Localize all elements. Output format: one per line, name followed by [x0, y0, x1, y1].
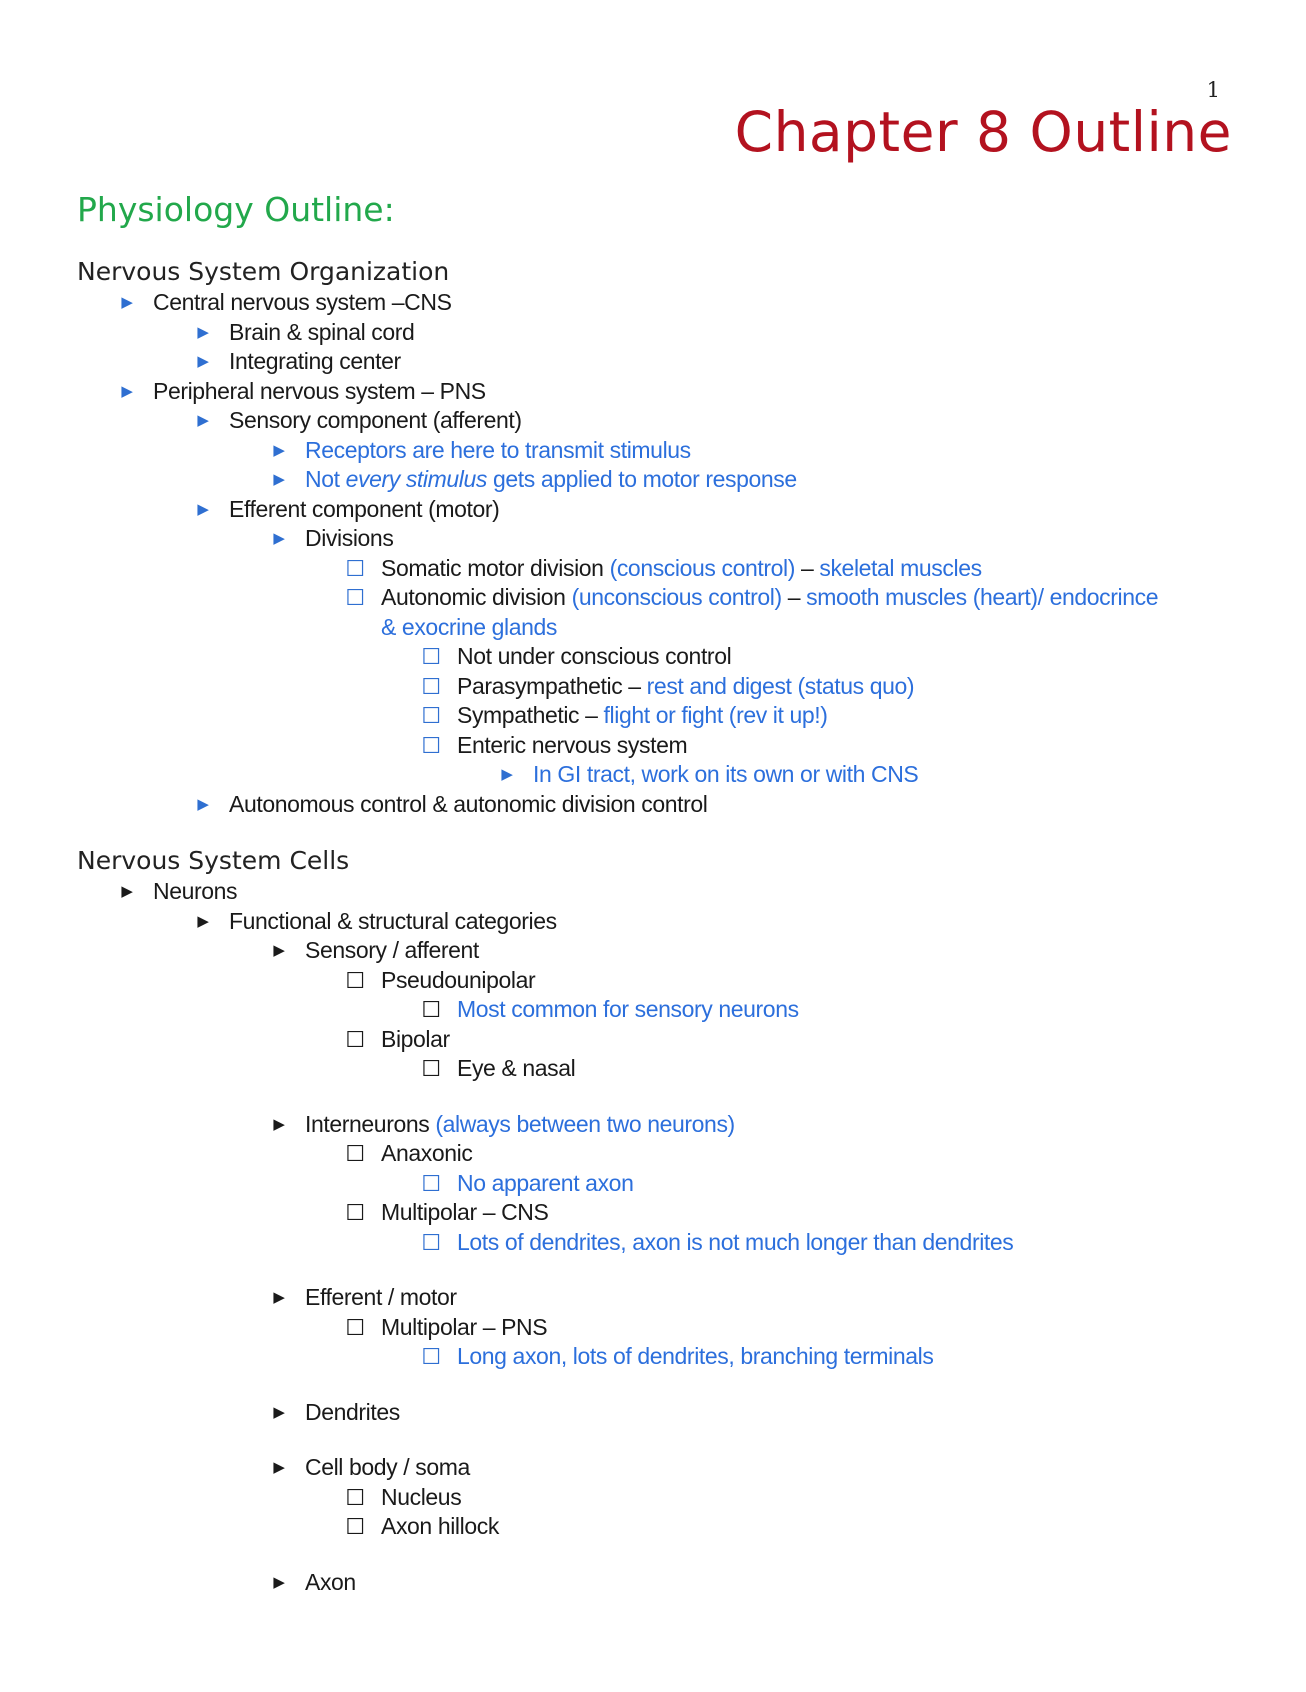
- outline-item-brain: ▶ Brain & spinal cord: [229, 318, 1246, 348]
- triangle-bullet-icon: ▶: [273, 1573, 285, 1591]
- triangle-bullet-icon: ▶: [197, 353, 209, 370]
- outline-item-neurons: ▶ Neurons: [153, 877, 1246, 907]
- checkbox-bullet-icon: ☐: [421, 1344, 441, 1369]
- checkbox-bullet-icon: ☐: [345, 1514, 365, 1539]
- outline-item-sympathetic: ☐ Sympathetic – flight or fight (rev it up!): [457, 701, 1246, 731]
- section-heading-organization: Nervous System Organization: [77, 257, 450, 286]
- triangle-bullet-icon: ▶: [273, 530, 285, 547]
- page-number: 1: [1206, 78, 1220, 102]
- outline-item-cell-body: ▶ Cell body / soma: [305, 1453, 1246, 1483]
- outline-item-efferent: ▶ Efferent component (motor): [229, 495, 1246, 525]
- checkbox-bullet-icon: ☐: [345, 1314, 365, 1340]
- outline-item-anaxonic: ☐ Anaxonic: [381, 1139, 1246, 1169]
- checkbox-bullet-icon: ☐: [421, 703, 441, 728]
- triangle-bullet-icon: ▶: [121, 294, 133, 311]
- triangle-bullet-icon: ▶: [273, 1115, 285, 1133]
- triangle-bullet-icon: ▶: [121, 883, 133, 900]
- checkbox-bullet-icon: ☐: [345, 1484, 365, 1510]
- checkbox-bullet-icon: ☐: [345, 1200, 365, 1225]
- checkbox-bullet-icon: ☐: [421, 644, 441, 669]
- outline-item-long-axon: ☐ Long axon, lots of dendrites, branching terminals: [457, 1342, 1246, 1372]
- triangle-bullet-icon: ▶: [121, 382, 133, 400]
- outline-item-axon-hillock: ☐ Axon hillock: [381, 1512, 1246, 1542]
- triangle-bullet-icon: ▶: [273, 471, 285, 488]
- triangle-bullet-icon: ▶: [197, 500, 209, 518]
- outline-item-multipolar-pns: ☐ Multipolar – PNS: [381, 1313, 1246, 1343]
- outline-item-not-every: ▶ Not every stimulus gets applied to motor response: [305, 465, 1246, 495]
- triangle-bullet-icon: ▶: [197, 912, 209, 930]
- outline-item-parasympathetic: ☐ Parasympathetic – rest and digest (status quo): [457, 672, 1246, 702]
- outline-item-enteric: ☐ Enteric nervous system: [457, 731, 1246, 761]
- outline-item-functional: ▶ Functional & structural categories: [229, 907, 1246, 937]
- outline-item-lots-dendrites: ☐ Lots of dendrites, axon is not much longer than dendrites: [457, 1228, 1246, 1258]
- outline-item-integrating: ▶ Integrating center: [229, 347, 1246, 377]
- outline-item-interneurons: ▶ Interneurons (always between two neurons): [305, 1110, 1246, 1140]
- checkbox-bullet-icon: ☐: [421, 1056, 441, 1081]
- physiology-title: Physiology Outline:: [77, 190, 395, 229]
- outline-item-pns: ▶ Peripheral nervous system – PNS: [153, 377, 1246, 407]
- triangle-bullet-icon: ▶: [273, 942, 285, 959]
- checkbox-bullet-icon: ☐: [345, 555, 365, 581]
- triangle-bullet-icon: ▶: [273, 1403, 285, 1421]
- section-heading-cells: Nervous System Cells: [77, 846, 350, 875]
- outline-item-autonomic: ☐ Autonomic division (unconscious control) – smooth muscles (heart)/ endocrince & exocrine glands: [381, 583, 1161, 642]
- checkbox-bullet-icon: ☐: [421, 1229, 441, 1255]
- outline-item-bipolar: ☐ Bipolar: [381, 1025, 1246, 1055]
- checkbox-bullet-icon: ☐: [421, 673, 441, 699]
- outline-item-receptors: ▶ Receptors are here to transmit stimulus: [305, 436, 1246, 466]
- checkbox-bullet-icon: ☐: [345, 585, 365, 610]
- triangle-bullet-icon: ▶: [197, 795, 209, 813]
- checkbox-bullet-icon: ☐: [345, 1141, 365, 1166]
- triangle-bullet-icon: ▶: [501, 766, 513, 783]
- triangle-bullet-icon: ▶: [197, 412, 209, 429]
- triangle-bullet-icon: ▶: [273, 1459, 285, 1476]
- outline-item-axon: ▶ Axon: [305, 1568, 1246, 1598]
- checkbox-bullet-icon: ☐: [345, 967, 365, 993]
- checkbox-bullet-icon: ☐: [421, 997, 441, 1022]
- triangle-bullet-icon: ▶: [197, 323, 209, 341]
- triangle-bullet-icon: ▶: [273, 1289, 285, 1306]
- outline-item-sensory-afferent: ▶ Sensory / afferent: [305, 936, 1246, 966]
- outline-item-sensory: ▶ Sensory component (afferent): [229, 406, 1246, 436]
- chapter-title: Chapter 8 Outline: [734, 100, 1232, 164]
- outline-item-multipolar-cns: ☐ Multipolar – CNS: [381, 1198, 1246, 1228]
- outline-item-not-under: ☐ Not under conscious control: [457, 642, 1246, 672]
- outline-item-gi-tract: ▶ In GI tract, work on its own or with CNS: [533, 760, 1246, 790]
- checkbox-bullet-icon: ☐: [421, 732, 441, 758]
- outline: [77, 256, 1246, 1597]
- outline-item-no-axon: ☐ No apparent axon: [457, 1169, 1246, 1199]
- triangle-bullet-icon: ▶: [273, 441, 285, 459]
- outline-item-most-common: ☐ Most common for sensory neurons: [457, 995, 1246, 1025]
- outline-item-dendrites: ▶ Dendrites: [305, 1398, 1246, 1428]
- outline-item-eye-nasal: ☐ Eye & nasal: [457, 1054, 1246, 1084]
- outline-item-efferent-motor: ▶ Efferent / motor: [305, 1283, 1246, 1313]
- checkbox-bullet-icon: ☐: [421, 1170, 441, 1196]
- checkbox-bullet-icon: ☐: [345, 1026, 365, 1052]
- outline-item-cns: ▶ Central nervous system –CNS: [153, 288, 1246, 318]
- outline-item-divisions: ▶ Divisions: [305, 524, 1246, 554]
- outline-item-nucleus: ☐ Nucleus: [381, 1483, 1246, 1513]
- outline-item-autonomous: ▶ Autonomous control & autonomic division control: [229, 790, 1246, 820]
- outline-item-somatic: ☐ Somatic motor division (conscious control) – skeletal muscles: [381, 554, 1246, 584]
- outline-item-pseudounipolar: ☐ Pseudounipolar: [381, 966, 1246, 996]
